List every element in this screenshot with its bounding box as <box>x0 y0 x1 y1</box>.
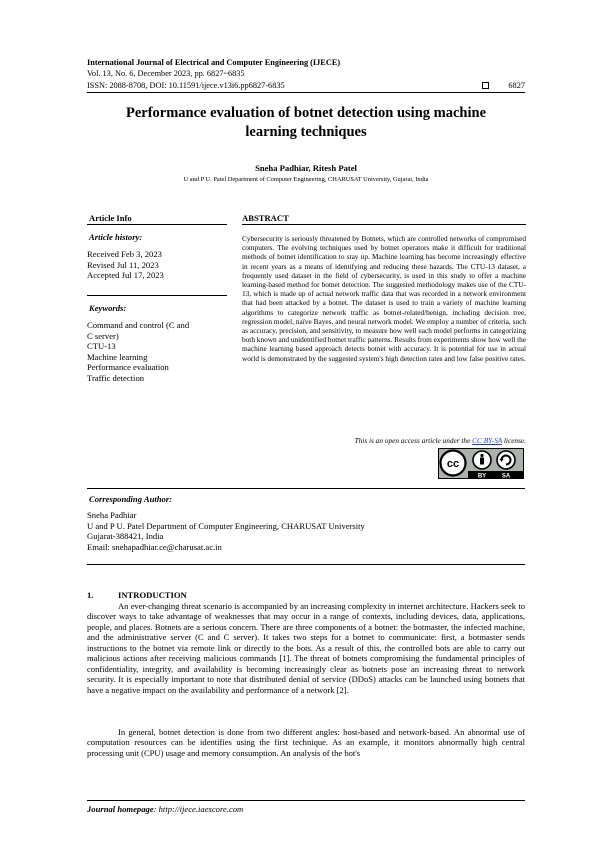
intro-paragraph-1-text: An ever-changing threat scenario is accompanied by an increasing complexity in internet architecture. Hackers seek to discover ways to take advantage of weaknesses that may occur in a range of contexts, including devices, data, applications, people, and places. Botnets are a serious concern. There are three components of a botnet: the botmaster, the infected machine, and the administrative server (C and C server). It takes two steps for a botnet to communicate: first, a botmaster sends instructions to the botnet via remote link or directly to the bots. As a result of this, the controlled bots are able to carry out malicious actions after receiving malicious commands [1]. The threat of botnets compromising the fundamental principles of confidentiality, integrity, and availability is becoming increasingly clear as botnets pose an increasing threat to network security. It is especially important to note that distributed denial of service (DDoS) attacks can be launched using botnets that have a negative impact on the availability and performance of a network [2]. <box>87 601 525 695</box>
intro-paragraph-2-text: In general, botnet detection is done from two different angles: host-based and network-based. An abnormal use of computation resources can be identifies using the first technique. As an example, it monitors abnormally high central processing unit (CPU) usage and memory consumption. An analysis of the bot's <box>87 727 525 758</box>
page-number: 6827 <box>508 81 525 90</box>
corresponding-rule <box>87 488 525 489</box>
affiliation: U and P U. Patel Department of Computer Engineering, CHARUSAT University, Gujarat, India <box>183 176 429 183</box>
intro-paragraph-1 <box>87 601 525 695</box>
article-info-heading: Article Info <box>89 213 132 223</box>
paper-title <box>87 104 525 142</box>
keyword-item: Command and control (C and <box>87 320 190 330</box>
open-access-note <box>242 436 526 445</box>
issn-doi-line: ISSN: 2088-8708, DOI: 10.11591/ijece.v13i6.pp6827-6835 <box>87 81 285 90</box>
journal-homepage <box>87 804 243 814</box>
title-line-1: Performance evaluation of botnet detection using machine <box>125 105 487 121</box>
keyword-item: CTU-13 <box>87 341 116 352</box>
cc-sa-label: SA <box>501 473 511 479</box>
title-line-2: learning techniques <box>245 124 367 140</box>
journal-name: International Journal of Electrical and Computer Engineering (IJECE) <box>87 58 341 67</box>
oa-suffix: license. <box>502 436 526 445</box>
keyword-item: C server) <box>87 330 119 341</box>
keyword-item: Performance evaluation <box>87 362 169 373</box>
svg-text:cc: cc <box>446 458 460 470</box>
keywords-heading: Keywords: <box>89 303 127 313</box>
corresponding-city: Gujarat-388421, India <box>87 531 164 542</box>
corresponding-bottom-rule <box>87 564 525 565</box>
received-date: Received Feb 3, 2023 <box>87 249 162 259</box>
header-rule <box>87 92 525 93</box>
oa-prefix: This is an open access article under the <box>354 436 473 445</box>
cc-by-sa-link[interactable]: CC BY-SA <box>472 436 503 445</box>
footer-rule <box>87 800 525 801</box>
authors: Sneha Padhiar, Ritesh Patel <box>255 163 357 173</box>
square-icon <box>482 82 489 89</box>
abstract-text: Cybersecurity is seriously threatened by Botnets, which are controlled networks of compromised computers. The evolving techniques used by botnet operators make it difficult for traditional methods of botnet identification to stay up. Machine learning has become increasingly effective in recent years as a means of identifying and reducing these hazards. The CTU-13 dataset, a frequently used dataset in the field of cybersecurity, is used in this study to offer a machine learning-based method for botnet detection. The suggested methodology makes use of the CTU-13, which is made up of actual network traffic data that was recorded in a network environment that had been attacked by a botnet. The dataset is used to train a variety of machine learning algorithms to categorize network traffic as botnet-related/benign, including decision tree, regression model, naïve Bayes, and neural network model. We employ a number of criteria, such as accuracy, precision, and sensitivity, to measure how well each model performs in categorizing both known and unidentified botnet traffic patterns. Results from experiments show how well the machine learning based approach detects botnet with accuracy. It is potential for use in actual world is demonstrated by the suggested system's high detection rates and low false positive rates. <box>242 234 526 363</box>
corresponding-dept: U and P U. Patel Department of Computer Engineering, CHARUSAT University <box>87 520 365 531</box>
intro-paragraph-2 <box>87 727 525 758</box>
abstract-heading: ABSTRACT <box>242 213 289 223</box>
volume-line: Vol. 13, No. 6, December 2023, pp. 6827~6835 <box>87 69 245 78</box>
history-heading: Article history: <box>89 232 143 242</box>
corresponding-details <box>87 510 365 552</box>
accepted-date: Accepted Jul 17, 2023 <box>87 270 164 281</box>
intro-title: INTRODUCTION <box>118 590 187 600</box>
abstract-rule <box>242 224 526 225</box>
corresponding-name: Sneha Padhiar <box>87 510 137 520</box>
revised-date: Revised Jul 11, 2023 <box>87 259 159 270</box>
intro-heading <box>87 590 187 600</box>
keyword-item: Traffic detection <box>87 372 145 383</box>
keywords-list <box>87 320 227 384</box>
cc-by-sa-icon <box>438 448 524 479</box>
cc-by-label: BY <box>477 473 487 479</box>
homepage-label: Journal homepage <box>87 804 154 814</box>
article-info-rule <box>87 224 227 225</box>
keywords-rule <box>87 295 227 296</box>
history-dates <box>87 249 227 281</box>
homepage-url[interactable]: : http://ijece.iaescore.com <box>153 804 244 814</box>
corresponding-email: Email: snehapadhiar.ce@charusat.ac.in <box>87 541 222 552</box>
cc-license-badge[interactable] <box>438 448 524 479</box>
keyword-item: Machine learning <box>87 351 148 362</box>
intro-number: 1. <box>87 590 94 600</box>
corresponding-heading: Corresponding Author: <box>89 494 173 504</box>
